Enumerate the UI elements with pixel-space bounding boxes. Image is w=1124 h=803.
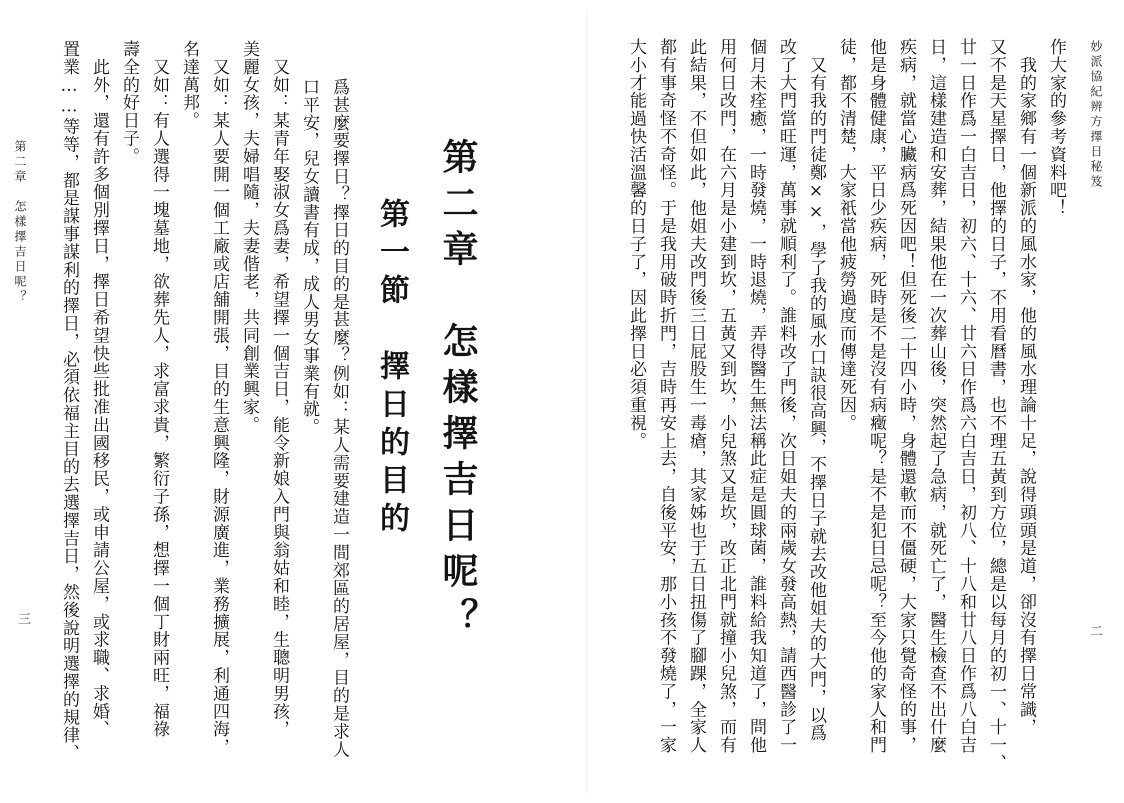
text-column: 我的家鄉有一個新派的風水家，他的風水理論十足，說得頭頭是道，卻沒有擇日常識， xyxy=(1016,38,1036,737)
text-column: 徒，都不清楚，大家祇當他疲勞過度而傳達死因。 xyxy=(836,38,856,432)
running-header: 妙派協紀辨方擇日秘笈 xyxy=(1089,40,1103,190)
text-column: 又如：某人要開一個工廠或店舖開張，目的生意興隆，財源廣進，業務擴展，利通四海， xyxy=(209,40,229,756)
page-number: 二 xyxy=(1087,624,1102,637)
text-column: 爲甚麼要擇日？擇日的目的是甚麼？例如：某人需要建造一間郊區的居屋，目的是求人 xyxy=(329,78,349,759)
text-column: 廿一日作爲一白吉日，初六、十六、廿六日作爲六白吉日，初八、十八和廿八日作爲八白吉 xyxy=(956,38,976,754)
text-column: 疾病，就當心臟病爲死因吧！但死後二十四小時，身體還軟而不僵硬，大家只覺奇怪的事， xyxy=(896,38,916,754)
text-column: 用何日改門，在六月是小建到坎，五黃又到坎，小兒煞又是坎，改正北門就撞小兒煞，而有 xyxy=(716,38,736,754)
text-column: 又有我的門徒鄭××，學了我的風水口訣很高興，不擇日子就去改他姐夫的大門，以爲 xyxy=(806,38,826,743)
text-column: 他是身體健康，平日少疾病，死時是不是沒有病癥呢？是不是犯日忌呢？至今他的家人和門 xyxy=(866,38,886,754)
text-column: 此外，還有許多個別擇日，擇日希望快些批准出國移民，或申請公屋，或求職、求婚、 xyxy=(89,40,109,739)
section-title: 第一節 擇日的目的 xyxy=(374,198,409,540)
text-column: 名達萬邦。 xyxy=(179,40,199,130)
text-column: 都有事奇怪不奇怪。于是我用破時折門，吉時再安上去，自後平安，那小孩不發燒了，一家 xyxy=(656,38,676,754)
text-column: 個月未痊癒，一時發燒，一時退燒，弄得醫生無法稱此症是圓球菌，誰料給我知道了，問他 xyxy=(746,38,766,754)
text-column: 又不是天星擇日，他擇的日子，不用看曆書，也不理五黃到方位，總是以每月的初一、十一、 xyxy=(986,38,1006,772)
text-column: 置業……等等，都是謀事謀利的擇日，必須依福主目的去選擇吉日，然後說明選擇的規律、 xyxy=(59,40,79,762)
text-column: 美麗女孩，夫婦唱隨，夫妻偕老，共同創業興家。 xyxy=(239,40,259,434)
text-column: 作大家的參考資料吧！ xyxy=(1046,38,1066,217)
text-column: 日，這樣建造和安葬，結果他在一次葬山後，突然起了急病，就死亡了，醫生檢查不出什麼 xyxy=(926,38,946,754)
right-page xyxy=(590,0,1124,803)
text-column: 又如：某青年娶淑女爲妻，希望擇一個吉日，能令新娘入門與翁姑和睦，生聰明男孩， xyxy=(269,40,289,739)
chapter-title: 第二章 怎樣擇吉日呢？ xyxy=(437,138,479,644)
text-column: 又如：有人選得一塊墓地，欲葬先人，求富求貴，繁衍子孫，想擇一個丁財兩旺，福祿 xyxy=(149,40,169,739)
text-column: 此結果，不但如此，他姐夫改門後三日屁股生一毒瘡，其家姊也于五日扭傷了腳踝，全家人 xyxy=(686,38,706,754)
text-column: 大小才能過快活溫馨的日子了，因此擇日必須重視。 xyxy=(626,38,646,450)
page-number: 三 xyxy=(15,612,30,625)
running-footer: 第二章 怎樣擇吉日呢？ xyxy=(13,140,27,305)
text-column: 口平安，兒女讀書有成，成人男女事業有就。 xyxy=(299,78,319,436)
text-column: 壽全的好日子。 xyxy=(119,40,139,166)
text-column: 改了大門當旺運，萬事就順利了。誰料改了門後，次日姐夫的兩歲女發高熱，請西醫診了一 xyxy=(776,38,796,754)
